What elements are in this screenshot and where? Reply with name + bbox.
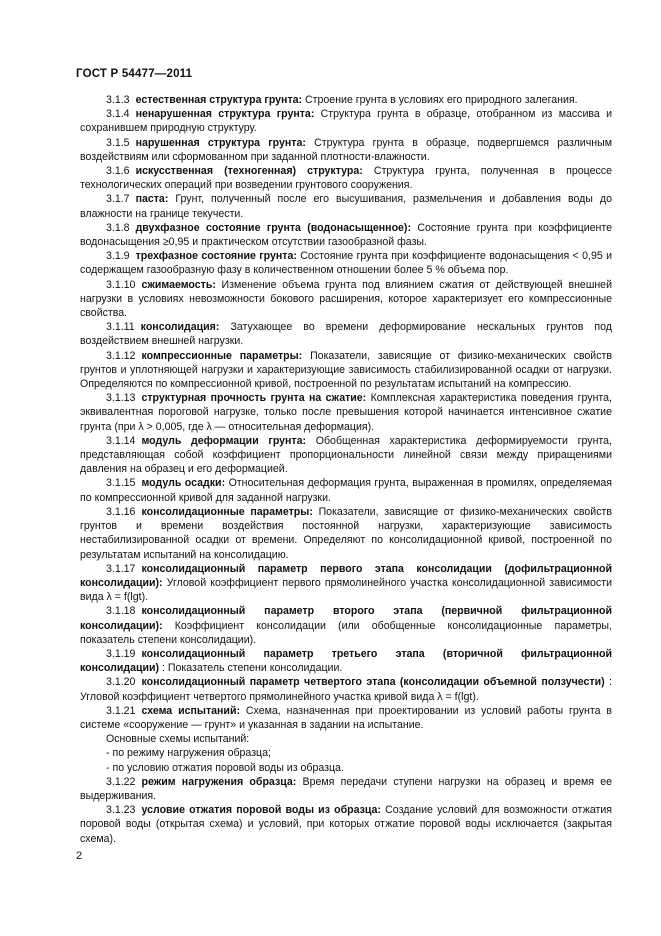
definition-text: Угловой коэффициент первого прямолинейного участка консолидационной зависимости вида λ = f(lgt). bbox=[80, 576, 612, 604]
definition-item bbox=[80, 562, 612, 605]
definition-item bbox=[80, 604, 612, 647]
definition-text: : Угловой коэффициент четвертого прямолинейного участка кривой вида λ = f(lgt). bbox=[80, 676, 612, 703]
definition-term: структурная прочность грунта на сжатие: bbox=[141, 392, 367, 405]
definition-term: консолидационный параметр третьего этапа (вторичной фильтрационной консолидации) bbox=[80, 647, 612, 675]
definition-item bbox=[80, 164, 612, 192]
definition-item bbox=[80, 434, 612, 477]
definition-item bbox=[80, 320, 612, 348]
definition-term: компрессионные параметры: bbox=[141, 349, 303, 362]
definition-item bbox=[80, 349, 612, 392]
definition-number: 3.1.3 bbox=[106, 94, 130, 106]
definition-text: Состояние грунта при коэффициенте водонасыщения < 0,95 и содержащем газообразную фазу в количественном отношении более 5 % объема пор. bbox=[80, 250, 613, 277]
definition-item bbox=[80, 249, 612, 277]
definition-text: Коэффициент консолидации (или обобщенные консолидационные параметры, показатель степени консолидации). bbox=[80, 619, 612, 646]
definition-term: условие отжатия поровой воды из образца: bbox=[141, 804, 381, 817]
definition-term: трехфазное состояние грунта: bbox=[135, 250, 297, 263]
definition-number: 3.1.22 bbox=[106, 775, 136, 788]
page-number: 2 bbox=[76, 850, 83, 862]
definition-text: Состояние грунта при коэффициенте водонасыщения ≥0,95 и практическом отсутствии газообразной фазы. bbox=[80, 221, 612, 249]
definition-term: нарушенная структура грунта: bbox=[135, 136, 306, 149]
definition-term: консолидация: bbox=[140, 321, 220, 334]
definition-item bbox=[80, 221, 612, 249]
definition-number: 3.1.19 bbox=[106, 647, 136, 660]
definition-text: Обобщенная характеристика деформируемости грунта, представляющая собой коэффициент пропорциональности линейной связи между приращениями давления на образец и его деформацией. bbox=[80, 434, 612, 476]
definition-item bbox=[80, 192, 612, 220]
definition-item bbox=[80, 136, 612, 164]
definition-text: Комплексная характеристика поведения грунта, эквивалентная пороговой нагрузке, только после превышения которой начинается интенсивное сжатие грунта (при λ > 0,005, где λ — относительная деформация). bbox=[80, 392, 612, 433]
definition-item bbox=[80, 647, 612, 675]
definition-number: 3.1.18 bbox=[106, 605, 136, 618]
definition-item bbox=[80, 775, 612, 803]
definition-item bbox=[80, 391, 612, 434]
definition-number: 3.1.16 bbox=[106, 505, 136, 518]
definition-number: 3.1.12 bbox=[106, 349, 136, 362]
document-header: ГОСТ Р 54477—2011 bbox=[76, 68, 193, 80]
definition-number: 3.1.21 bbox=[106, 704, 136, 717]
definition-item bbox=[80, 476, 612, 504]
definition-number: 3.1.20 bbox=[106, 676, 136, 689]
definition-text: Схема, назначенная при проектировании из условий работы грунта в системе «сооружение — грунт» и указанная в задании на испытание. bbox=[80, 704, 613, 731]
definition-item bbox=[80, 675, 612, 703]
definition-term: модуль осадки: bbox=[141, 477, 226, 490]
definitions-list-tail bbox=[80, 775, 612, 846]
definition-number: 3.1.23 bbox=[106, 804, 136, 817]
definition-text: Показатели, зависящие от физико-механических свойств грунтов и времени воздействия постоянной нагрузки, характеризующие зависимость нестабилизированной осадки от времени. Определяют по консолидационной кривой, построенной по результатам испытаний на консолидацию. bbox=[80, 505, 612, 561]
definition-term: схема испытаний: bbox=[141, 704, 240, 717]
definitions-list bbox=[80, 93, 612, 732]
definition-term: консолидационный параметр второго этапа (первичной фильтрационной консолидации): bbox=[80, 605, 612, 632]
document-body bbox=[80, 93, 612, 846]
definition-item bbox=[80, 803, 612, 846]
definition-text: Структура грунта в образце, отобранном из массива и сохранившем природную структуру. bbox=[80, 108, 612, 135]
definition-number: 3.1.8 bbox=[106, 221, 130, 234]
definition-term: двухфазное состояние грунта (водонасыщенное): bbox=[135, 221, 411, 234]
definition-term: паста: bbox=[135, 193, 169, 206]
definition-number: 3.1.5 bbox=[106, 136, 130, 149]
definition-term: консолидационные параметры: bbox=[141, 505, 313, 518]
definition-item bbox=[80, 93, 612, 107]
definition-text: : Показатель степени консолидации. bbox=[162, 662, 343, 675]
definition-term: консолидационный параметр первого этапа консолидации (дофильтрационной консолидации): bbox=[80, 562, 612, 589]
definition-number: 3.1.13 bbox=[106, 392, 136, 405]
definition-term: модуль деформации грунта: bbox=[141, 434, 307, 447]
definition-text: Затухающее во времени деформирование нескальных грунтов под воздействием внешней нагрузки. bbox=[80, 321, 612, 348]
definition-term: режим нагружения образца: bbox=[141, 775, 297, 788]
definition-number: 3.1.10 bbox=[106, 278, 136, 291]
definition-text: Изменение объема грунта под влиянием сжатия от действующей внешней нагрузки в условиях невозможности бокового расширения, которое характеризует его компрессионные свойства. bbox=[80, 278, 612, 320]
definition-text: Время передачи ступени нагрузки на образец и время ее выдерживания. bbox=[80, 775, 612, 802]
definition-text: Строение грунта в условиях его природного залегания. bbox=[305, 94, 578, 106]
definition-number: 3.1.9 bbox=[106, 250, 130, 263]
definition-term: консолидационный параметр четвертого этапа (консолидации объемной ползучести) bbox=[141, 676, 605, 689]
schemes-intro: Основные схемы испытаний: bbox=[106, 733, 250, 746]
definition-term: ненарушенная структура грунта: bbox=[135, 108, 315, 121]
definition-text: Структура грунта в образце, подвергшемся различным воздействиям или сформованном при заданной плотности-влажности. bbox=[80, 136, 612, 163]
definition-text: Показатели, зависящие от физико-механических свойств грунтов и уплотняющей нагрузки и характеризующие зависимость стабилизированной осадки от нагрузки. Определяются по компрессионной кривой, построенной по результатам испытаний на компрессию. bbox=[80, 349, 612, 391]
scheme-item: - по режиму нагружения образца; bbox=[106, 747, 271, 760]
definition-number: 3.1.7 bbox=[106, 193, 130, 206]
definition-number: 3.1.6 bbox=[106, 165, 130, 178]
definition-text: Грунт, полученный после его высушивания, размельчения и добавления воды до влажности на границе текучести. bbox=[80, 193, 612, 220]
definition-number: 3.1.4 bbox=[106, 108, 130, 121]
definition-item bbox=[80, 107, 612, 135]
definition-term: искусственная (техногенная) структура: bbox=[135, 165, 363, 178]
definition-term: сжимаемость: bbox=[141, 278, 216, 291]
definition-item bbox=[80, 704, 612, 732]
definition-number: 3.1.14 bbox=[106, 434, 136, 447]
definition-number: 3.1.11 bbox=[106, 321, 135, 334]
definition-text: Относительная деформация грунта, выраженная в промилях, определяемая по компрессионной кривой для заданной нагрузки. bbox=[80, 477, 612, 504]
definition-text: Структура грунта, полученная в процессе технологических операций при возведении грунтового сооружения. bbox=[80, 165, 612, 192]
definition-number: 3.1.17 bbox=[106, 562, 136, 575]
definition-term: естественная структура грунта: bbox=[135, 94, 303, 106]
definition-item bbox=[80, 278, 612, 321]
definition-text: Создание условий для возможности отжатия поровой воды (открытая схема) и условий, при которых отжатие поровой воды исключается (закрытая схема). bbox=[80, 804, 612, 845]
definition-number: 3.1.15 bbox=[106, 477, 136, 490]
definition-item bbox=[80, 505, 612, 562]
scheme-item: - по условию отжатия поровой воды из образца. bbox=[106, 761, 344, 774]
